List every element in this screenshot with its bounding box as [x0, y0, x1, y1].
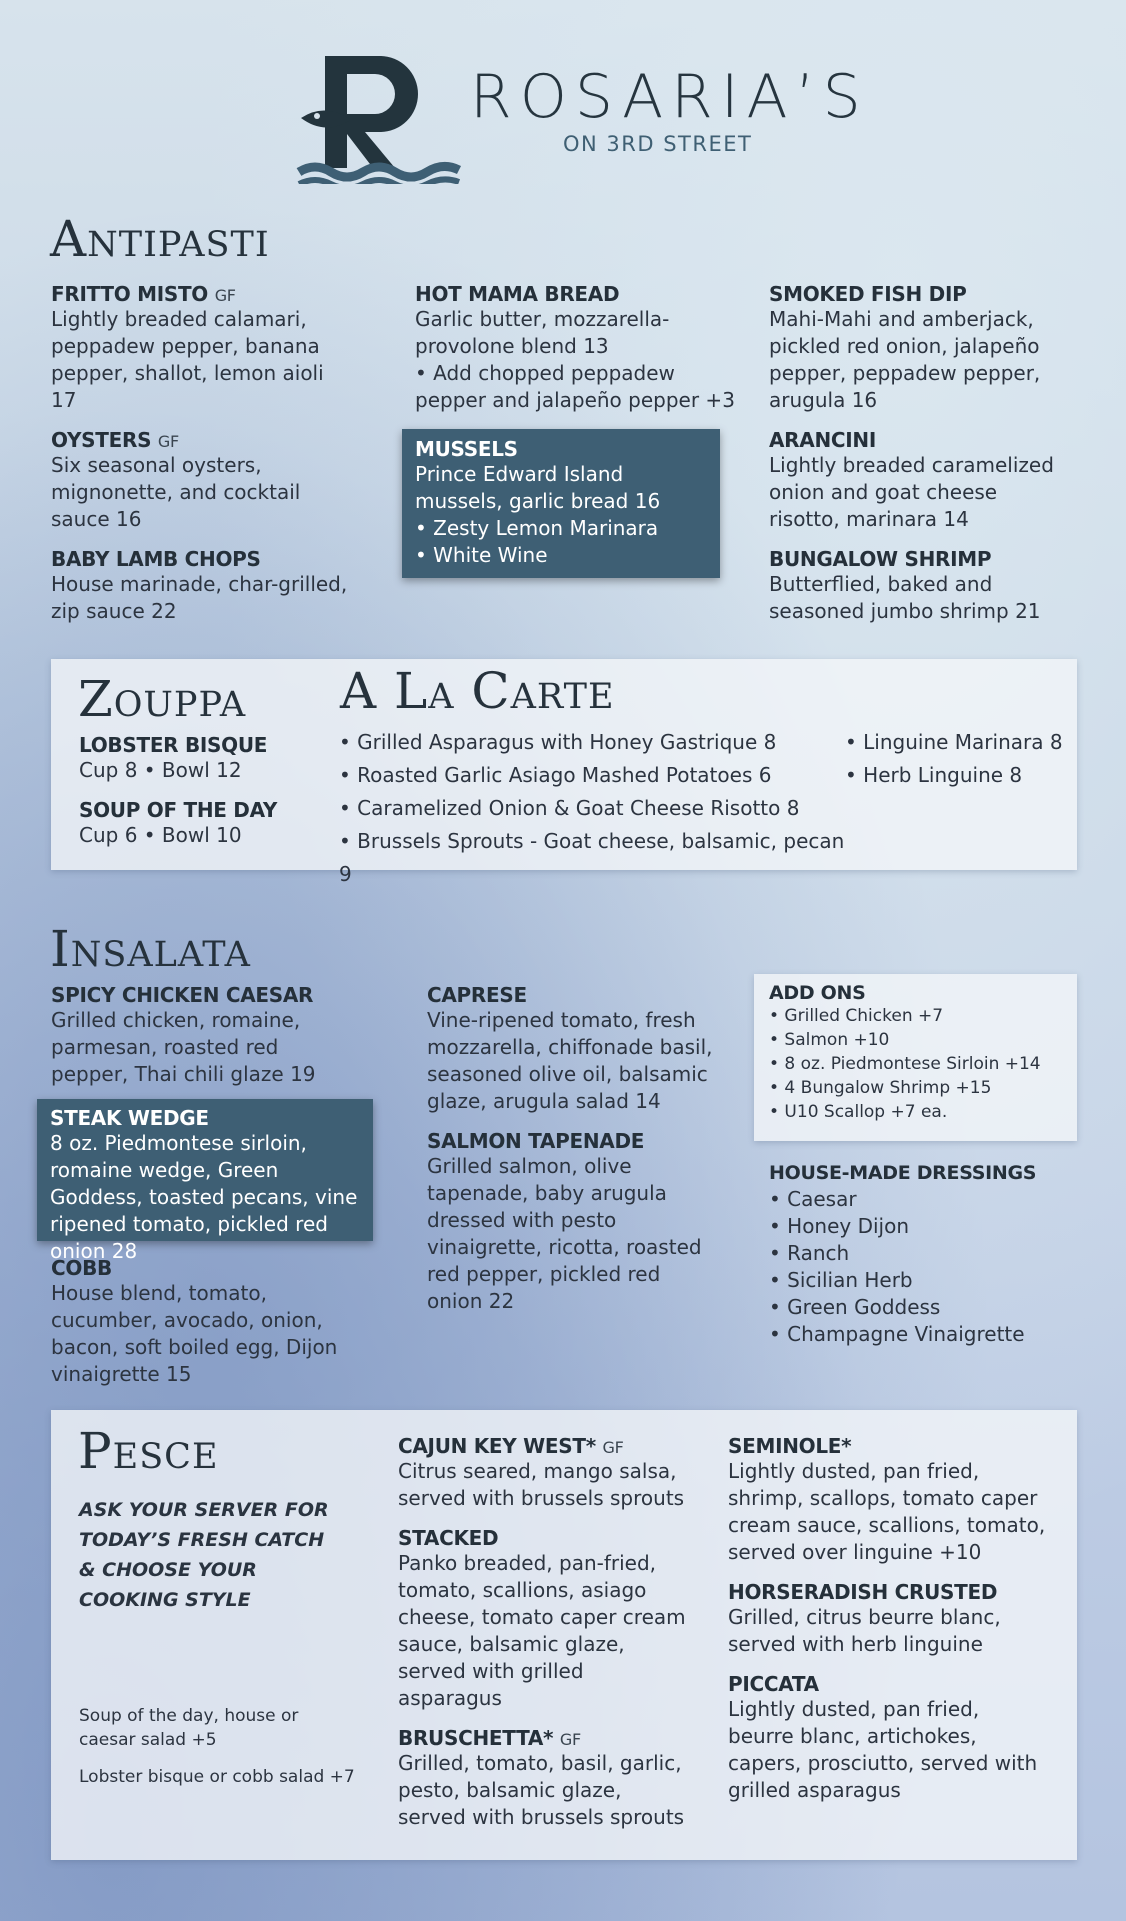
item-name: OYSTERS [51, 428, 152, 452]
list-item: • Linguine Marinara 8 [845, 730, 1063, 754]
item-desc: Grilled, tomato, basil, garlic, pesto, balsamic glaze, served with brussels sprouts [398, 1751, 685, 1829]
item-name: STACKED [398, 1526, 499, 1550]
item-name: SOUP OF THE DAY [79, 798, 278, 822]
menu-item [51, 547, 351, 625]
section-title-insalata: Insalata [50, 920, 251, 978]
menu-item [728, 1580, 1048, 1658]
list-item: • Sicilian Herb [769, 1268, 913, 1292]
item-desc: Mahi-Mahi and amberjack, pickled red onion, jalapeño pepper, peppadew pepper, arugula 16 [769, 307, 1041, 412]
menu-item-cobb [51, 1256, 371, 1388]
list-item: • Green Goddess [769, 1295, 941, 1319]
item-name: BABY LAMB CHOPS [51, 547, 261, 571]
item-desc: Six seasonal oysters, mignonette, and cocktail sauce 16 [51, 453, 301, 531]
item-name: COBB [51, 1256, 112, 1280]
item-option: • Zesty Lemon Marinara [415, 516, 659, 540]
list-item: • Brussels Sprouts - Goat cheese, balsamic, pecan 9 [339, 829, 845, 886]
list-item: • Champagne Vinaigrette [769, 1322, 1025, 1346]
menu-item [79, 733, 309, 784]
insalata-col2 [427, 983, 717, 1315]
restaurant-subtitle: ON 3RD STREET [563, 132, 753, 156]
menu-item [398, 1526, 688, 1712]
item-desc: Citrus seared, mango salsa, served with brussels sprouts [398, 1459, 685, 1510]
menu-item [728, 1434, 1048, 1566]
item-desc: Panko breaded, pan-fried, tomato, scallions, asiago cheese, tomato caper cream sauce, balsamic glaze, served with grilled asparagus [398, 1551, 686, 1710]
item-name: CAJUN KEY WEST* [398, 1434, 596, 1458]
item-name: ARANCINI [769, 428, 876, 452]
logo [295, 44, 465, 184]
menu-item [427, 1129, 717, 1315]
fresh-catch-note: ASK YOUR SERVER FOR TODAY’S FRESH CATCH & CHOOSE YOUR COOKING STYLE [79, 1499, 329, 1611]
item-desc: Cup 6 • Bowl 10 [79, 823, 242, 847]
list-item: • Herb Linguine 8 [845, 763, 1023, 787]
item-name: SEMINOLE* [728, 1434, 852, 1458]
menu-item [728, 1672, 1048, 1804]
item-desc: Cup 8 • Bowl 12 [79, 758, 242, 782]
item-desc: Vine-ripened tomato, fresh mozzarella, chiffonade basil, seasoned olive oil, balsamic glaze, arugula salad 14 [427, 1008, 713, 1113]
item-desc: Butterflied, baked and seasoned jumbo shrimp 21 [769, 572, 1041, 623]
list-item: • Salmon +10 [769, 1030, 890, 1050]
list-item: • 8 oz. Piedmontese Sirloin +14 [769, 1054, 1041, 1074]
item-name: HOT MAMA BREAD [415, 282, 620, 306]
item-name: SMOKED FISH DIP [769, 282, 967, 306]
section-title-a-la-carte: A La Carte [340, 662, 615, 720]
restaurant-name: ROSARIA’S [470, 62, 869, 132]
item-name: MUSSELS [415, 437, 518, 461]
menu-item-caesar [51, 983, 351, 1088]
list-item: • Caesar [769, 1187, 857, 1211]
item-name: CAPRESE [427, 983, 527, 1007]
item-desc: 8 oz. Piedmontese sirloin, romaine wedge, Green Goddess, toasted pecans, vine ripened tomato, pickled red onion 28 [50, 1131, 358, 1263]
list-item: • Roasted Garlic Asiago Mashed Potatoes 6 [339, 763, 772, 787]
mussels-feature-box [402, 429, 720, 578]
item-desc: Grilled salmon, olive tapenade, baby arugula dressed with pesto vinaigrette, ricotta, roasted red pepper, pickled red onion 22 [427, 1154, 702, 1313]
item-desc: Lightly dusted, pan fried, beurre blanc, artichokes, capers, prosciutto, served with grilled asparagus [728, 1697, 1038, 1802]
carte-list-right [845, 726, 1065, 792]
zouppa-items [79, 733, 309, 849]
list-item: • Caramelized Onion & Goat Cheese Risotto 8 [339, 796, 800, 820]
item-desc: Lightly breaded caramelized onion and goat cheese risotto, marinara 14 [769, 453, 1054, 531]
item-desc: Lightly dusted, pan fried, shrimp, scallops, tomato caper cream sauce, scallions, tomato, served over linguine +10 [728, 1459, 1046, 1564]
list-item: • Honey Dijon [769, 1214, 910, 1238]
item-desc: House marinade, char-grilled, zip sauce 22 [51, 572, 348, 623]
menu-item [51, 428, 351, 533]
menu-item [769, 282, 1074, 414]
gf-tag: GF [157, 432, 179, 451]
pesce-col-right [728, 1434, 1048, 1804]
menu-item [769, 428, 1074, 533]
list-item: • Ranch [769, 1241, 850, 1265]
gf-tag: GF [602, 1438, 624, 1457]
item-name: HORSERADISH CRUSTED [728, 1580, 998, 1604]
menu-item [427, 983, 717, 1115]
dressings-list [769, 1162, 1069, 1348]
antipasti-col3 [769, 282, 1074, 625]
menu-item [398, 1434, 688, 1512]
item-name: FRITTO MISTO [51, 282, 209, 306]
pesce-side-option: Soup of the day, house or caesar salad +5 [79, 1706, 299, 1750]
steak-wedge-feature-box [37, 1099, 373, 1263]
item-desc: House blend, tomato, cucumber, avocado, onion, bacon, soft boiled egg, Dijon vinaigrette 15 [51, 1281, 338, 1386]
dressings-title: HOUSE-MADE DRESSINGS [769, 1162, 1037, 1184]
section-title-zouppa: Zouppa [78, 670, 247, 728]
item-name: STEAK WEDGE [50, 1106, 209, 1130]
item-desc: Grilled chicken, romaine, parmesan, roasted red pepper, Thai chili glaze 19 [51, 1008, 316, 1086]
list-item: • Grilled Chicken +7 [769, 1006, 944, 1026]
menu-item [51, 282, 351, 414]
antipasti-col2 [415, 282, 735, 414]
pesce-col-mid [398, 1434, 688, 1831]
gf-tag: GF [559, 1730, 581, 1749]
item-name: LOBSTER BISQUE [79, 733, 268, 757]
pesce-side-option: Lobster bisque or cobb salad +7 [79, 1767, 355, 1787]
fish-r-logo-icon [295, 44, 465, 184]
item-option: • White Wine [415, 543, 548, 567]
item-name: SPICY CHICKEN CAESAR [51, 983, 314, 1007]
menu-item [769, 547, 1074, 625]
section-title-antipasti: Antipasti [50, 210, 270, 268]
menu-item [79, 798, 309, 849]
list-item: • 4 Bungalow Shrimp +15 [769, 1078, 992, 1098]
item-name: BUNGALOW SHRIMP [769, 547, 992, 571]
antipasti-col1 [51, 282, 351, 625]
item-desc: Lightly breaded calamari, peppadew pepper, banana pepper, shallot, lemon aioli 17 [51, 307, 324, 412]
list-item: • Grilled Asparagus with Honey Gastrique 8 [339, 730, 777, 754]
item-desc: Grilled, citrus beurre blanc, served with herb linguine [728, 1605, 1001, 1656]
menu-item [398, 1726, 688, 1831]
item-name: SALMON TAPENADE [427, 1129, 645, 1153]
item-name: BRUSCHETTA* [398, 1726, 554, 1750]
item-name: PICCATA [728, 1672, 819, 1696]
gf-tag: GF [214, 286, 236, 305]
add-ons-title: ADD ONS [769, 982, 866, 1004]
list-item: • U10 Scallop +7 ea. [769, 1102, 948, 1122]
add-ons-box [754, 974, 1077, 1141]
carte-list-left [339, 726, 859, 891]
item-addon: • Add chopped peppadew pepper and jalapeño pepper +3 [415, 361, 735, 412]
item-desc: Garlic butter, mozzarella-provolone blend 13 [415, 307, 670, 358]
section-title-pesce: Pesce [78, 1422, 219, 1480]
item-desc: Prince Edward Island mussels, garlic bread 16 [415, 462, 661, 513]
